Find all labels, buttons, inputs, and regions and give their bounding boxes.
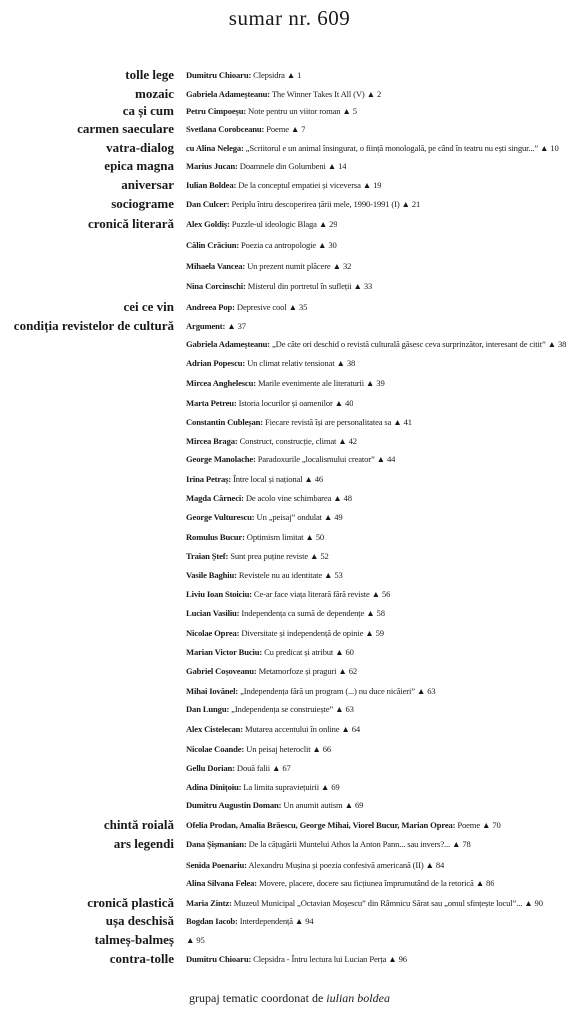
toc-row (0, 433, 579, 451)
toc-row (0, 375, 579, 393)
entry-author: Svetlana Corobceanu: (186, 124, 265, 134)
entry-author: Magda Cârneci: (186, 493, 244, 503)
entry-title: Revistele nu au identitate ▲ 53 (238, 570, 343, 580)
entry-title: Alexandru Mușina și poezia confesivă americană (II) ▲ 84 (248, 860, 445, 870)
toc-row (0, 67, 579, 85)
toc-row (0, 644, 579, 662)
toc-entry (186, 744, 331, 754)
toc-entry (186, 143, 559, 153)
toc-entry (186, 180, 381, 190)
entry-author: Dan Lungu: (186, 704, 230, 714)
toc-row (0, 278, 579, 296)
entry-author: Gabriel Coșoveanu: (186, 666, 257, 676)
entry-title: Movere, placere, docere sau ficțiunea împrumutând de la retorică ▲ 86 (259, 878, 495, 888)
toc-row (0, 895, 579, 913)
entry-title: Marile evenimente ale literaturii ▲ 39 (257, 378, 385, 388)
section-title: cei ce vin (123, 299, 174, 314)
entry-author: Alex Cistelecan: (186, 724, 244, 734)
toc-row (0, 299, 579, 317)
entry-title: ▲ 95 (186, 935, 205, 945)
entry-author: Marta Petreu: (186, 398, 237, 408)
toc-row (0, 490, 579, 508)
toc-row (0, 663, 579, 681)
entry-author: Dumitru Chioaru: (186, 954, 252, 964)
toc-entry (186, 647, 354, 657)
entry-author: Nicolae Coande: (186, 744, 245, 754)
toc-row (0, 355, 579, 373)
toc-row (0, 548, 579, 566)
toc-row (0, 86, 579, 104)
toc-row (0, 509, 579, 527)
toc-row (0, 857, 579, 875)
entry-title: Diversitate și independență de opinie ▲ 59 (241, 628, 384, 638)
entry-title: Cu predicat și atribut ▲ 60 (264, 647, 354, 657)
section-title: ca și cum (122, 103, 174, 118)
toc-row (0, 932, 579, 950)
toc-entry (186, 454, 395, 464)
entry-author: Irina Petraș: (186, 474, 232, 484)
entry-author: Marius Jucan: (186, 161, 238, 171)
toc-entry (186, 378, 385, 388)
section-title: condiția revistelor de cultură (13, 318, 174, 333)
toc-entry (186, 898, 543, 908)
toc-row (0, 951, 579, 969)
entry-title: Istoria locurilor și oamenilor ▲ 40 (238, 398, 354, 408)
entry-title: Independența ca sumă de dependențe ▲ 58 (241, 608, 385, 618)
toc-entry (186, 70, 301, 80)
entry-author: Ofelia Prodan, Amalia Brăescu, George Mihai, Viorel Bucur, Marian Oprea: (186, 820, 456, 830)
entry-author: Nicolae Oprea: (186, 628, 240, 638)
entry-title: ▲ 37 (227, 321, 246, 331)
entry-title: The Winner Takes It All (V) ▲ 2 (271, 89, 382, 99)
toc-row (0, 177, 579, 195)
toc-entry (186, 199, 420, 209)
entry-title: Depresive cool ▲ 35 (236, 302, 308, 312)
toc-entry (186, 666, 357, 676)
entry-title: Sunt prea puține reviste ▲ 52 (230, 551, 329, 561)
toc-row (0, 797, 579, 815)
toc-entry (186, 106, 357, 116)
entry-author: Marian Victor Buciu: (186, 647, 263, 657)
toc-entry (186, 704, 354, 714)
entry-title: Periplu întru descoperirea țării mele, 1990-1991 (I) ▲ 21 (231, 199, 421, 209)
toc-row (0, 683, 579, 701)
entry-author: Dumitru Chioaru: (186, 70, 252, 80)
toc-entry (186, 839, 471, 849)
entry-title: Optimism limitat ▲ 50 (246, 532, 325, 542)
toc-entry (186, 436, 357, 446)
page-title: sumar nr. 609 (228, 6, 351, 30)
entry-author: George Vulturescu: (186, 512, 255, 522)
entry-title: Misterul din portretul în sufleții ▲ 33 (247, 281, 373, 291)
entry-title: Mutarea accentului în online ▲ 64 (245, 724, 361, 734)
toc-entry (186, 398, 353, 408)
section-title: ușa deschisă (105, 913, 174, 928)
entry-author: Alex Goldiș: (186, 219, 230, 229)
entry-author: Maria Zintz: (186, 898, 232, 908)
entry-title: Clepsidra ▲ 1 (253, 70, 302, 80)
entry-title: „Scriitorul e un animal însingurat, o ființă monologală, pe când în teatru nu ești singur...” ▲ 10 (245, 143, 559, 153)
toc-row (0, 395, 579, 413)
toc-row (0, 875, 579, 893)
section-title: chintă roială (103, 817, 174, 832)
entry-author: Dana Șișmanian: (186, 839, 247, 849)
toc-row (0, 121, 579, 139)
entry-title: Muzeul Municipal „Octavian Moșescu” din Râmnicu Sărat sau „omul sfințește locul”... ▲ 90 (233, 898, 543, 908)
footer-prefix: grupaj tematic coordonat de (189, 991, 324, 1005)
entry-title: De la conceptul empatiei și viceversa ▲ 19 (238, 180, 382, 190)
toc-entry (186, 240, 337, 250)
toc-entry (186, 512, 343, 522)
toc-row (0, 913, 579, 931)
entry-title: Un climat relativ tensionat ▲ 38 (247, 358, 356, 368)
section-title: cronică plastică (87, 895, 174, 910)
toc-row (0, 216, 579, 234)
toc-row (0, 701, 579, 719)
entry-author: Dan Culcer: (186, 199, 230, 209)
toc-row (0, 318, 579, 336)
entry-title: De acolo vine schimbarea ▲ 48 (245, 493, 352, 503)
footer-coordinator: iulian boldea (326, 991, 390, 1005)
toc-row (0, 779, 579, 797)
entry-author: Andreea Pop: (186, 302, 235, 312)
section-title: carmen saeculare (77, 121, 174, 136)
toc-entry (186, 724, 360, 734)
toc-row (0, 817, 579, 835)
entry-title: Un prezent numit plăcere ▲ 32 (247, 261, 352, 271)
entry-title: Un „peisaj” ondulat ▲ 49 (256, 512, 343, 522)
entry-author: Romulus Bucur: (186, 532, 245, 542)
toc-row (0, 196, 579, 214)
toc-row (0, 836, 579, 854)
toc-row (0, 451, 579, 469)
entry-title: Un anumit autism ▲ 69 (283, 800, 364, 810)
entry-author: Iulian Boldea: (186, 180, 237, 190)
toc-row (0, 721, 579, 739)
toc-entry (186, 219, 337, 229)
entry-author: Adina Dinițoiu: (186, 782, 242, 792)
toc-row (0, 529, 579, 547)
toc-entry (186, 321, 246, 331)
entry-author: Gabriela Adameșteanu: (186, 89, 270, 99)
entry-author: Mihaela Vancea: (186, 261, 246, 271)
entry-author: Alina Silvana Felea: (186, 878, 258, 888)
entry-title: Poezia ca antropologie ▲ 30 (241, 240, 337, 250)
entry-author: George Manolache: (186, 454, 256, 464)
footer-credit (0, 991, 579, 1006)
entry-title: Clepsidra - Întru lectura lui Lucian Perța ▲ 96 (253, 954, 407, 964)
section-title: epica magna (104, 158, 174, 173)
entry-title: Construct, construcție, climat ▲ 42 (239, 436, 357, 446)
entry-title: De la cățugării Muntelui Athos la Anton Pann... sau invers?... ▲ 78 (248, 839, 471, 849)
entry-author: Dumitru Augustin Doman: (186, 800, 282, 810)
toc-row (0, 414, 579, 432)
section-title: vatra-dialog (106, 140, 174, 155)
toc-entry (186, 935, 205, 945)
entry-title: Metamorfoze și praguri ▲ 62 (258, 666, 358, 676)
toc-entry (186, 800, 363, 810)
toc-row (0, 471, 579, 489)
entry-title: Interdependență ▲ 94 (239, 916, 314, 926)
toc-entry (186, 878, 494, 888)
toc-row (0, 258, 579, 276)
entry-title: „Independența se construiește” ▲ 63 (231, 704, 354, 714)
toc-row (0, 237, 579, 255)
entry-title: La limita supraviețuirii ▲ 69 (243, 782, 340, 792)
entry-title: Puzzle-ul ideologic Blaga ▲ 29 (231, 219, 338, 229)
toc-entry (186, 161, 346, 171)
entry-title: „Independența fără un program (...) nu duce nicăieri” ▲ 63 (240, 686, 436, 696)
section-title: aniversar (121, 177, 174, 192)
toc-entry (186, 570, 343, 580)
toc-entry (186, 417, 412, 427)
entry-title: „De câte ori deschid o revistă culturală găsesc ceva surprinzător, interesant de citit” ▲ 38 (271, 339, 567, 349)
entry-author: Călin Crăciun: (186, 240, 240, 250)
entry-author: Bogdan Iacob: (186, 916, 238, 926)
toc-entry (186, 532, 324, 542)
entry-author: Mircea Braga: (186, 436, 238, 446)
entry-author: Constantin Cubleșan: (186, 417, 263, 427)
entry-author: Adrian Popescu: (186, 358, 246, 368)
toc-entry (186, 916, 314, 926)
entry-title: Doamnele din Golumbeni ▲ 14 (239, 161, 347, 171)
toc-entry (186, 261, 351, 271)
toc-entry (186, 589, 390, 599)
entry-title: Poeme ▲ 7 (266, 124, 306, 134)
entry-author: Mircea Anghelescu: (186, 378, 256, 388)
entry-author: Vasile Baghiu: (186, 570, 237, 580)
entry-title: Note pentru un viitor roman ▲ 5 (248, 106, 357, 116)
entry-title: Fiecare revistă își are personalitatea sa ▲ 41 (265, 417, 412, 427)
toc-entry (186, 820, 501, 830)
section-title: contra-tolle (109, 951, 174, 966)
toc-row (0, 140, 579, 158)
toc-row (0, 625, 579, 643)
entry-author: Gellu Dorian: (186, 763, 235, 773)
entry-author: Lucian Vasiliu: (186, 608, 240, 618)
toc-row (0, 567, 579, 585)
entry-author: Gabriela Adameșteanu: (186, 339, 270, 349)
toc-entry (186, 339, 566, 349)
entry-title: Între local și național ▲ 46 (233, 474, 324, 484)
toc-entry (186, 686, 436, 696)
toc-row (0, 760, 579, 778)
entry-title: Două falii ▲ 67 (236, 763, 291, 773)
section-title: tolle lege (125, 67, 174, 82)
toc-row (0, 336, 579, 354)
toc-row (0, 741, 579, 759)
toc-entry (186, 628, 384, 638)
toc-entry (186, 763, 291, 773)
toc-row (0, 103, 579, 121)
section-title: cronică literară (87, 216, 174, 231)
entry-author: Liviu Ioan Stoiciu: (186, 589, 252, 599)
toc-entry (186, 860, 444, 870)
entry-author: Mihai Iovănel: (186, 686, 239, 696)
section-title: mozaic (135, 86, 174, 101)
entry-author: Petru Cimpoeșu: (186, 106, 247, 116)
toc-entry (186, 281, 372, 291)
toc-entry (186, 608, 385, 618)
toc-entry (186, 358, 355, 368)
entry-author: Nina Corcinschi: (186, 281, 246, 291)
entry-title: Ce-ar face viața literară fără reviste ▲ 56 (253, 589, 391, 599)
toc-entry (186, 551, 329, 561)
section-title: ars legendi (113, 836, 174, 851)
toc-entry (186, 782, 340, 792)
entry-title: Un peisaj heteroclit ▲ 66 (246, 744, 332, 754)
toc-row (0, 605, 579, 623)
toc-entry (186, 493, 352, 503)
entry-author: Senida Poenariu: (186, 860, 247, 870)
entry-author: Traian Ștef: (186, 551, 229, 561)
section-title: sociograme (111, 196, 174, 211)
section-title: talmeș-balmeș (94, 932, 174, 947)
toc-row (0, 586, 579, 604)
entry-author: cu Alina Nelega: (186, 143, 244, 153)
toc-row (0, 158, 579, 176)
toc-entry (186, 954, 407, 964)
toc-entry (186, 302, 307, 312)
toc-entry (186, 474, 323, 484)
entry-title: Poeme ▲ 70 (457, 820, 501, 830)
entry-title: Paradoxurile „localismului creator” ▲ 44 (257, 454, 396, 464)
entry-author: Argument: (186, 321, 226, 331)
toc-entry (186, 89, 381, 99)
toc-entry (186, 124, 305, 134)
